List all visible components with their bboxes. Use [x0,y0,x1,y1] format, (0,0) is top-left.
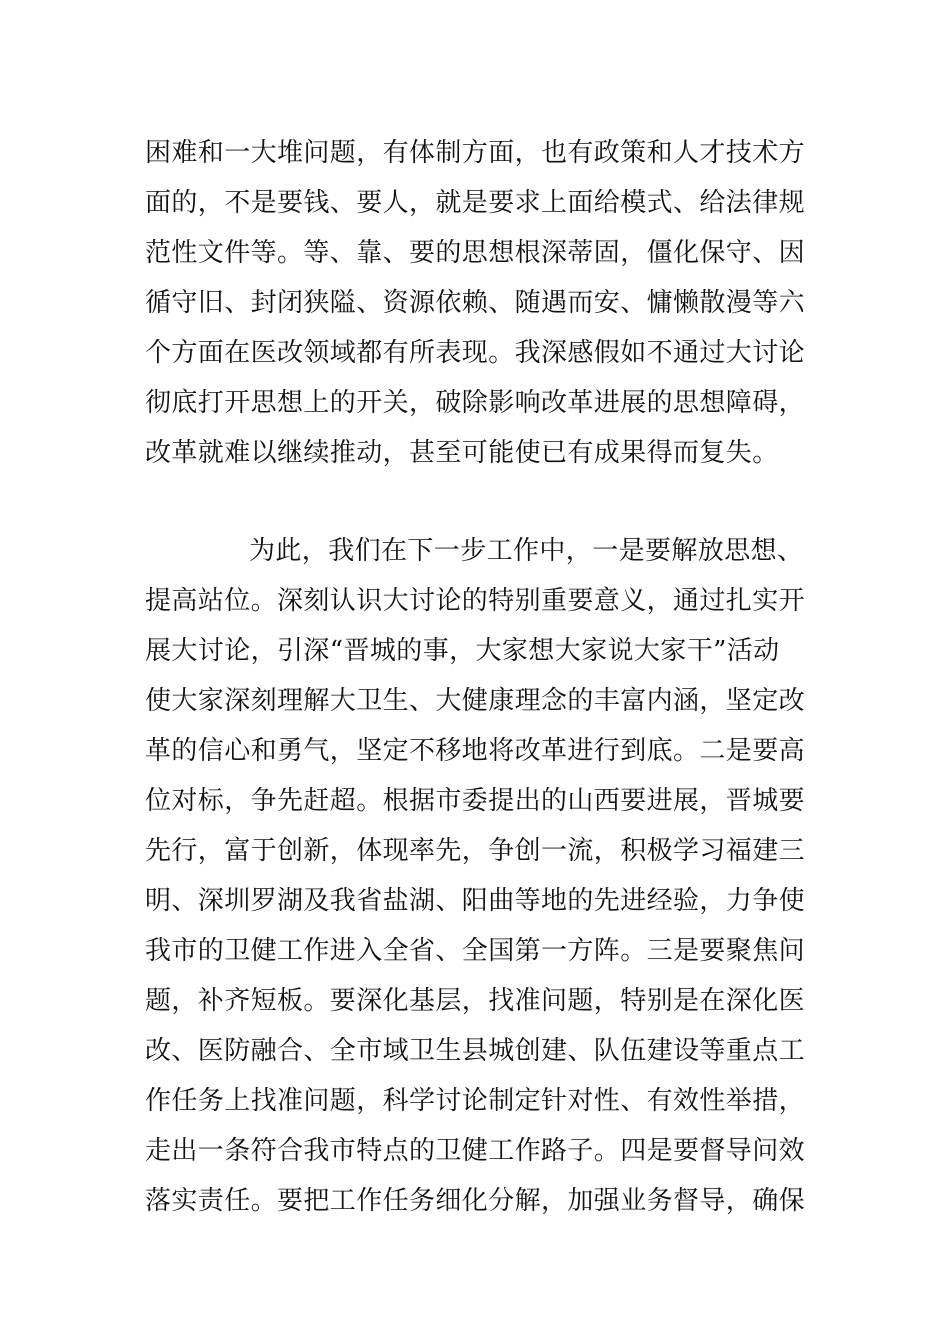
paragraph-2 [145,526,815,1226]
paragraph-2-line-10: 题，补齐短板。要深化基层，找准问题，特别是在深化医 [145,986,806,1016]
paragraph-1-line-7: 改革就难以继续推动，甚至可能使已有成果得而复失。 [145,438,779,468]
paragraph-2-line-4: 使大家深刻理解大卫生、大健康理念的丰富内涵，坚定改 [145,686,806,716]
paragraph-1 [145,128,815,478]
paragraph-2-line-11: 改、医防融合、全市域卫生县城创建、队伍建设等重点工 [145,1036,806,1066]
paragraph-2-line-7: 先行，富于创新，体现率先，争创一流，积极学习福建三 [145,836,806,866]
paragraph-2-line-12: 作任务上找准问题，科学讨论制定针对性、有效性举措， [145,1086,806,1116]
paragraph-2-line-13: 走出一条符合我市特点的卫健工作路子。四是要督导问效 [145,1136,806,1166]
paragraph-2-line-8: 明、深圳罗湖及我省盐湖、阳曲等地的先进经验，力争使 [145,886,806,916]
paragraph-2-line-9: 我市的卫健工作进入全省、全国第一方阵。三是要聚焦问 [145,936,806,966]
paragraph-1-line-4: 循守旧、封闭狭隘、资源依赖、随遇而安、慵懒散漫等六 [145,288,806,318]
paragraph-2-line-2: 提高站位。深刻认识大讨论的特别重要意义，通过扎实开 [145,586,806,616]
paragraph-2-line-14: 落实责任。要把工作任务细化分解，加强业务督导，确保 [145,1186,806,1216]
paragraph-1-line-2: 面的，不是要钱、要人，就是要求上面给模式、给法律规 [145,188,806,218]
paragraph-1-line-3: 范性文件等。等、靠、要的思想根深蒂固，僵化保守、因 [145,238,806,268]
paragraph-2-line-3: 展大讨论，引深“晋城的事，大家想大家说大家干”活动 [145,636,780,666]
paragraph-2-line-1: 为此，我们在下一步工作中，一是要解放思想、 [249,536,804,566]
paragraph-1-line-1: 困难和一大堆问题，有体制方面，也有政策和人才技术方 [145,138,806,168]
paragraph-2-line-5: 革的信心和勇气，坚定不移地将改革进行到底。二是要高 [145,736,806,766]
paragraph-2-line-6: 位对标，争先赶超。根据市委提出的山西要进展，晋城要 [145,786,806,816]
paragraph-1-line-5: 个方面在医改领域都有所表现。我深感假如不通过大讨论 [145,338,806,368]
paragraph-1-line-6: 彻底打开思想上的开关，破除影响改革进展的思想障碍， [145,388,806,418]
